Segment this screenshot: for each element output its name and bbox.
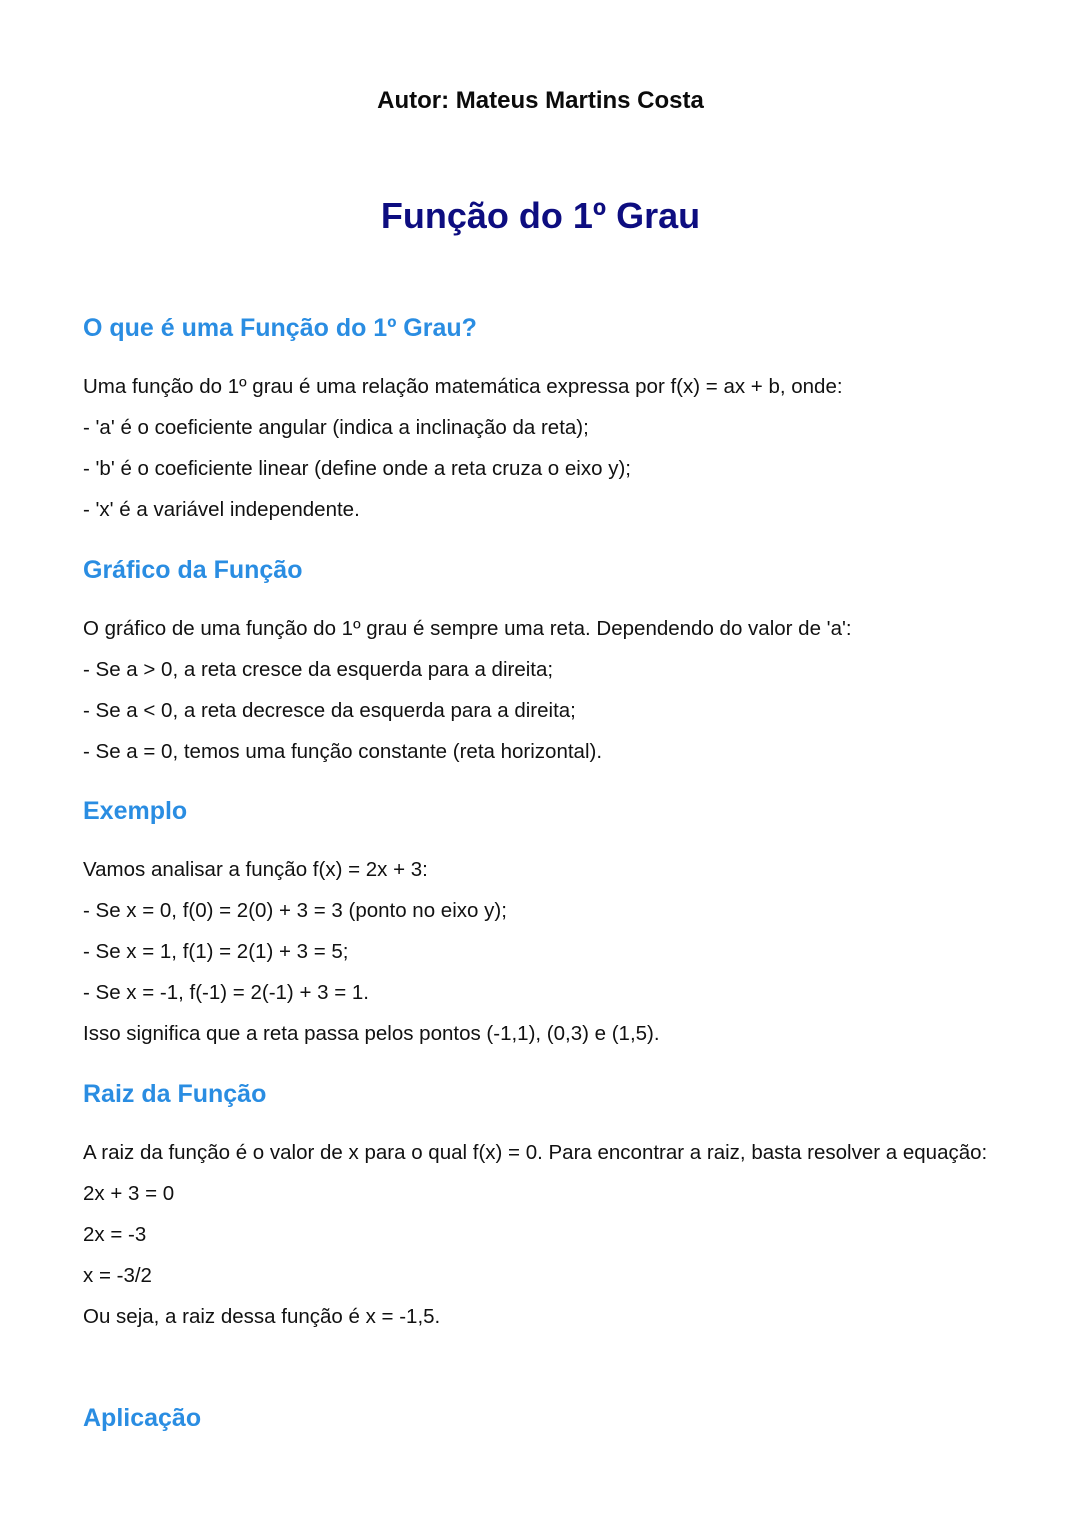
document-title: Função do 1º Grau xyxy=(380,195,701,236)
list-item: - 'b' é o coeficiente linear (define onde a reta cruza o eixo y); xyxy=(83,457,631,480)
body-paragraph: A raiz da função é o valor de x para o qual f(x) = 0. Para encontrar a raiz, basta resolver a equação: xyxy=(83,1141,988,1164)
section-body xyxy=(83,849,998,1054)
body-line: Uma função do 1º grau é uma relação matemática expressa por f(x) = ax + b, onde: xyxy=(83,375,843,398)
equation-line: 2x + 3 = 0 xyxy=(83,1182,175,1205)
list-item: - 'a' é o coeficiente angular (indica a inclinação da reta); xyxy=(83,416,589,439)
list-item: - Se x = -1, f(-1) = 2(-1) + 3 = 1. xyxy=(83,981,369,1004)
section-body xyxy=(83,608,998,772)
section-application xyxy=(83,1403,998,1433)
section-heading: Raiz da Função xyxy=(83,1080,267,1108)
author-line: Autor: Mateus Martins Costa xyxy=(377,87,704,114)
section-example xyxy=(83,796,998,1054)
section-heading: Exemplo xyxy=(83,797,188,825)
body-line: Isso significa que a reta passa pelos pontos (-1,1), (0,3) e (1,5). xyxy=(83,1022,660,1045)
body-line: Ou seja, a raiz dessa função é x = -1,5. xyxy=(83,1305,441,1328)
section-heading: Aplicação xyxy=(83,1404,202,1432)
body-line: O gráfico de uma função do 1º grau é sempre uma reta. Dependendo do valor de 'a': xyxy=(83,617,852,640)
section-root xyxy=(83,1079,998,1337)
body-line: Vamos analisar a função f(x) = 2x + 3: xyxy=(83,858,428,881)
section-body xyxy=(83,1132,998,1337)
section-graph xyxy=(83,555,998,772)
section-heading: O que é uma Função do 1º Grau? xyxy=(83,314,477,342)
list-item: - Se x = 0, f(0) = 2(0) + 3 = 3 (ponto no eixo y); xyxy=(83,899,507,922)
list-item: - Se a = 0, temos uma função constante (reta horizontal). xyxy=(83,740,603,763)
equation-line: 2x = -3 xyxy=(83,1223,147,1246)
list-item: - Se a > 0, a reta cresce da esquerda para a direita; xyxy=(83,658,554,681)
section-body xyxy=(83,366,998,530)
equation-line: x = -3/2 xyxy=(83,1264,152,1287)
section-what-is xyxy=(83,313,998,530)
list-item: - Se a < 0, a reta decresce da esquerda para a direita; xyxy=(83,699,576,722)
list-item: - 'x' é a variável independente. xyxy=(83,498,360,521)
section-heading: Gráfico da Função xyxy=(83,556,303,584)
list-item: - Se x = 1, f(1) = 2(1) + 3 = 5; xyxy=(83,940,349,963)
